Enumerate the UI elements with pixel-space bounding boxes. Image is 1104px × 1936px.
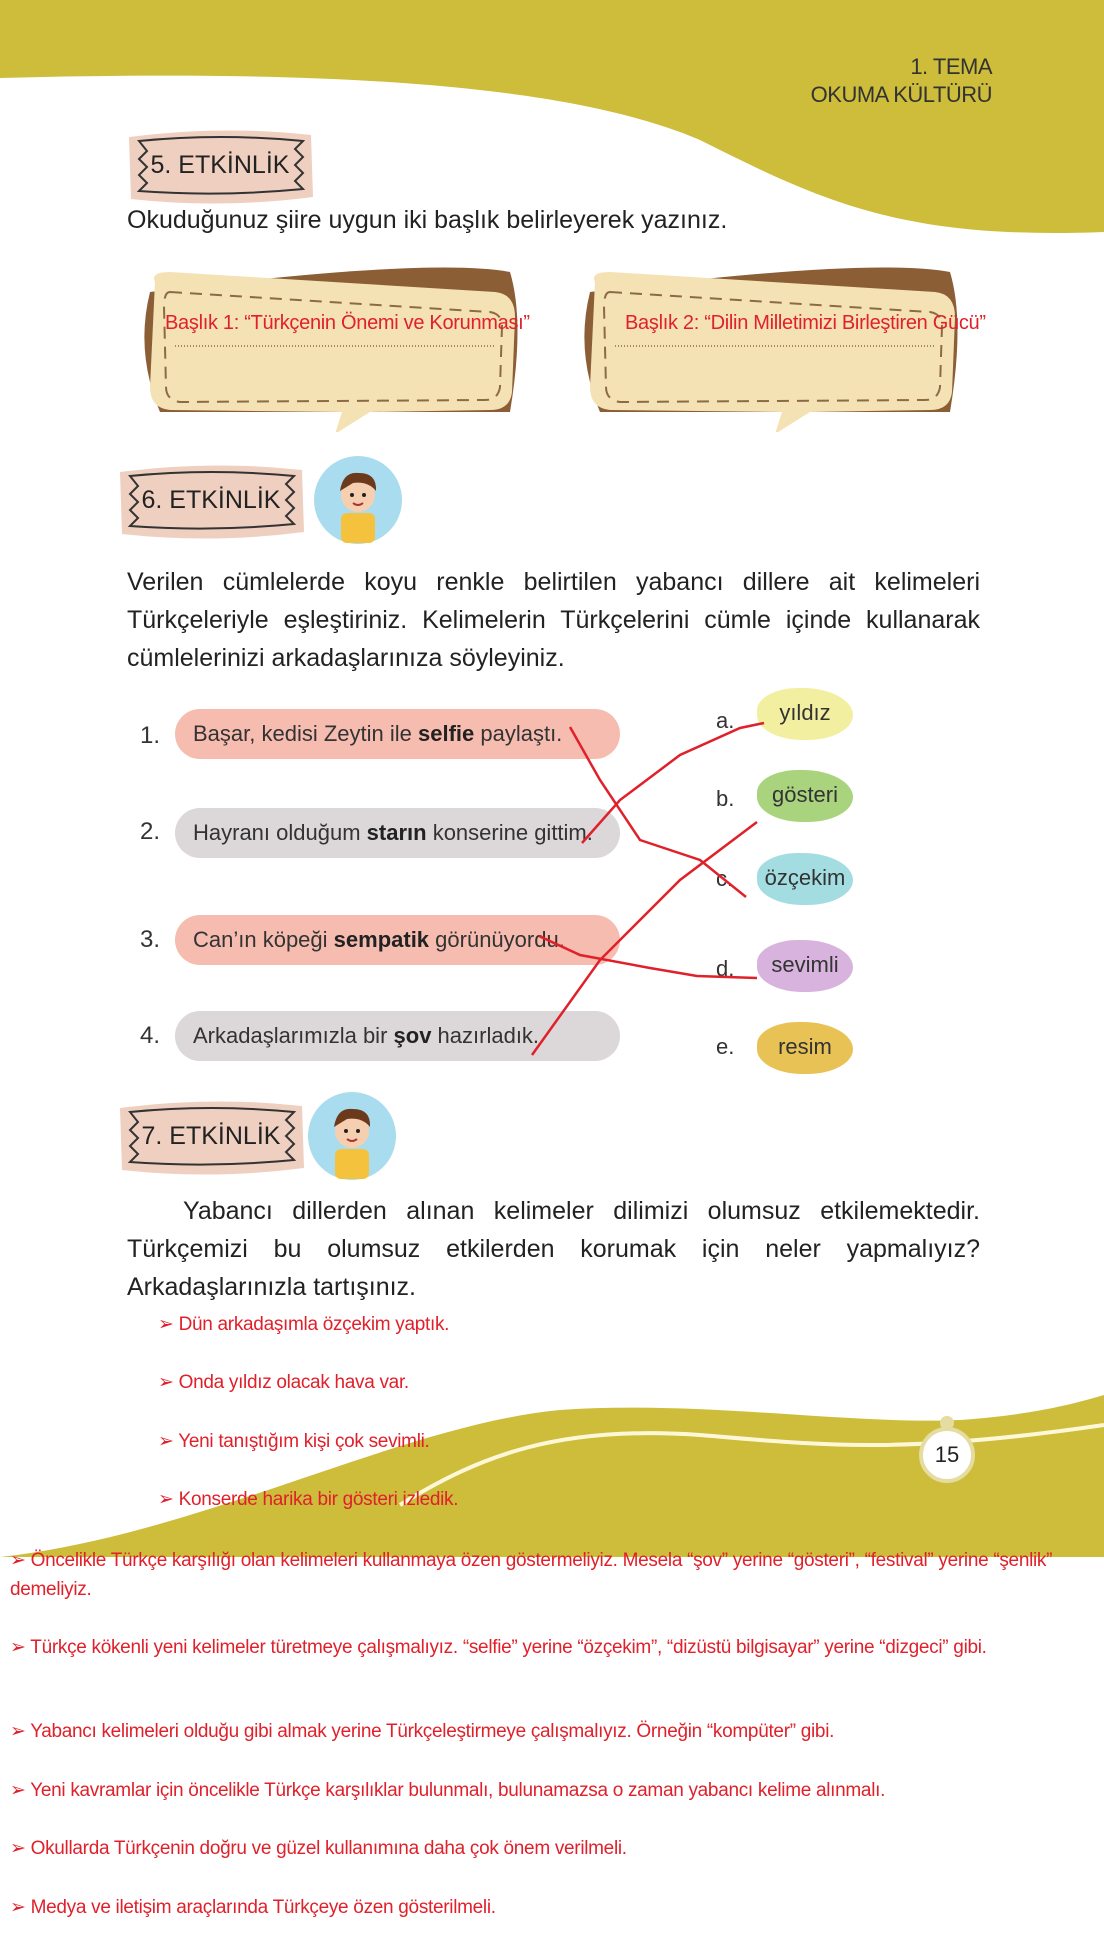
sentence-number: 4. bbox=[140, 1022, 161, 1049]
example-sentence-1 bbox=[158, 1313, 449, 1336]
arrow-bullet-icon: ➢ bbox=[158, 1431, 174, 1452]
example-text: Konserde harika bir gösteri izledik. bbox=[178, 1489, 459, 1510]
arrow-bullet-icon: ➢ bbox=[10, 1780, 26, 1801]
sentence-text: hazırladık. bbox=[431, 1023, 540, 1048]
foreign-word: starın bbox=[366, 820, 427, 845]
answer-2 bbox=[10, 1633, 1030, 1662]
activity7-badge bbox=[116, 1098, 306, 1176]
sentence-number: 2. bbox=[140, 818, 161, 845]
example-text: Yeni tanıştığım kişi çok sevimli. bbox=[178, 1431, 430, 1452]
sentence-number: 3. bbox=[140, 926, 161, 953]
activity6-title: 6. ETKİNLİK bbox=[141, 486, 281, 514]
answer-4 bbox=[10, 1779, 885, 1802]
sentence-text: görünüyordu. bbox=[429, 927, 565, 952]
answer-text: Türkçe kökenli yeni kelimeler türetmeye çalışmalıyız. “selfie” yerine “özçekim”, “dizüstü bilgisayar” yerine “dizgeci” gibi. bbox=[30, 1637, 987, 1658]
arrow-bullet-icon: ➢ bbox=[158, 1372, 174, 1393]
option-letter: e. bbox=[716, 1034, 735, 1059]
speech-bubble-2 bbox=[570, 262, 970, 432]
theme-name: OKUMA KÜLTÜRÜ bbox=[810, 82, 992, 107]
foreign-word: şov bbox=[393, 1023, 432, 1048]
activity5-instruction: Okuduğunuz şiire uygun iki başlık belirleyerek yazınız. bbox=[127, 206, 728, 234]
answer-6 bbox=[10, 1896, 496, 1919]
word-blob-a: yıldız bbox=[757, 688, 853, 740]
answer-1 bbox=[10, 1546, 1080, 1604]
title-answer-2: Başlık 2: “Dilin Milletimizi Birleştiren Gücü” bbox=[625, 312, 986, 334]
activity7-title: 7. ETKİNLİK bbox=[141, 1122, 281, 1150]
boy-avatar-icon bbox=[313, 455, 403, 545]
speech-bubble-1 bbox=[130, 262, 530, 432]
example-sentence-3 bbox=[158, 1430, 430, 1453]
answer-text: Yabancı kelimeleri olduğu gibi almak yerine Türkçeleştirmeye çalışmalıyız. Örneğin “kompüter” gibi. bbox=[30, 1721, 835, 1742]
sentence-1 bbox=[175, 709, 620, 759]
option-letter: d. bbox=[716, 956, 735, 981]
sentence-text: Arkadaşlarımızla bir bbox=[193, 1023, 394, 1048]
activity7-instruction: Yabancı dillerden alınan kelimeler dilimizi olumsuz etkilemektedir. Türkçemizi bu olumsuz etkilerden korumak için neler yapmalıyız? Arkadaşlarınızla tartışınız. bbox=[127, 1197, 980, 1301]
arrow-bullet-icon: ➢ bbox=[10, 1721, 26, 1742]
option-letter: b. bbox=[716, 786, 735, 811]
sentence-text: Can’ın köpeği bbox=[193, 927, 334, 952]
title-answer-1: Başlık 1: “Türkçenin Önemi ve Korunması” bbox=[165, 312, 530, 334]
arrow-bullet-icon: ➢ bbox=[158, 1314, 174, 1335]
sentence-4 bbox=[175, 1011, 620, 1061]
bottom-wave-band bbox=[0, 1395, 1104, 1565]
example-text: Onda yıldız olacak hava var. bbox=[178, 1372, 409, 1393]
word-blob-e: resim bbox=[757, 1022, 853, 1074]
sentence-text: Hayranı olduğum bbox=[193, 820, 367, 845]
answer-text: Yeni kavramlar için öncelikle Türkçe karşılıklar bulunmalı, bulunamazsa o zaman yabancı kelime alınmalı. bbox=[30, 1780, 886, 1801]
arrow-bullet-icon: ➢ bbox=[10, 1550, 26, 1571]
arrow-bullet-icon: ➢ bbox=[10, 1897, 26, 1918]
sentence-3 bbox=[175, 915, 620, 965]
word-blob-c: özçekim bbox=[757, 853, 853, 905]
page-number: 15 bbox=[934, 1442, 960, 1467]
option-letter: c. bbox=[716, 866, 734, 891]
boy-avatar-icon bbox=[307, 1091, 397, 1181]
sentence-2 bbox=[175, 808, 620, 858]
arrow-bullet-icon: ➢ bbox=[10, 1838, 26, 1859]
activity5-title: 5. ETKİNLİK bbox=[150, 151, 290, 179]
foreign-word: sempatik bbox=[333, 927, 430, 952]
answer-5 bbox=[10, 1837, 627, 1860]
answer-text: Öncelikle Türkçe karşılığı olan kelimeleri kullanmaya özen göstermeliyiz. Mesela “şov” yerine “gösteri”, “festival” yerine “şenlik” demeliyiz. bbox=[10, 1550, 1053, 1600]
answer-text: Medya ve iletişim araçlarında Türkçeye özen gösterilmeli. bbox=[30, 1897, 496, 1918]
example-sentence-4 bbox=[158, 1488, 458, 1511]
sentence-text: paylaştı. bbox=[474, 721, 563, 746]
answer-text: Okullarda Türkçenin doğru ve güzel kullanımına daha çok önem verilmeli. bbox=[30, 1838, 627, 1859]
theme-number: 1. TEMA bbox=[910, 54, 992, 79]
option-letter: a. bbox=[716, 708, 735, 733]
foreign-word: selfie bbox=[417, 721, 475, 746]
activity5-badge bbox=[125, 127, 315, 205]
sentence-text: Başar, kedisi Zeytin ile bbox=[193, 721, 418, 746]
sentence-text: konserine gittim. bbox=[426, 820, 593, 845]
example-sentence-2 bbox=[158, 1371, 409, 1394]
activity6-instruction: Verilen cümlelerde koyu renkle belirtilen yabancı dillere ait kelimeleri Türkçeleriyle eşleştiriniz. Kelimelerin Türkçelerini cümle içinde kullanarak cümlelerinizi arkadaşlarınıza söyleyiniz. bbox=[127, 568, 980, 672]
sentence-number: 1. bbox=[140, 722, 161, 749]
word-blob-b: gösteri bbox=[757, 770, 853, 822]
arrow-bullet-icon: ➢ bbox=[10, 1637, 26, 1658]
answer-3 bbox=[10, 1720, 834, 1743]
activity6-badge bbox=[116, 462, 306, 540]
word-blob-d: sevimli bbox=[757, 940, 853, 992]
example-text: Dün arkadaşımla özçekim yaptık. bbox=[178, 1314, 450, 1335]
arrow-bullet-icon: ➢ bbox=[158, 1489, 174, 1510]
